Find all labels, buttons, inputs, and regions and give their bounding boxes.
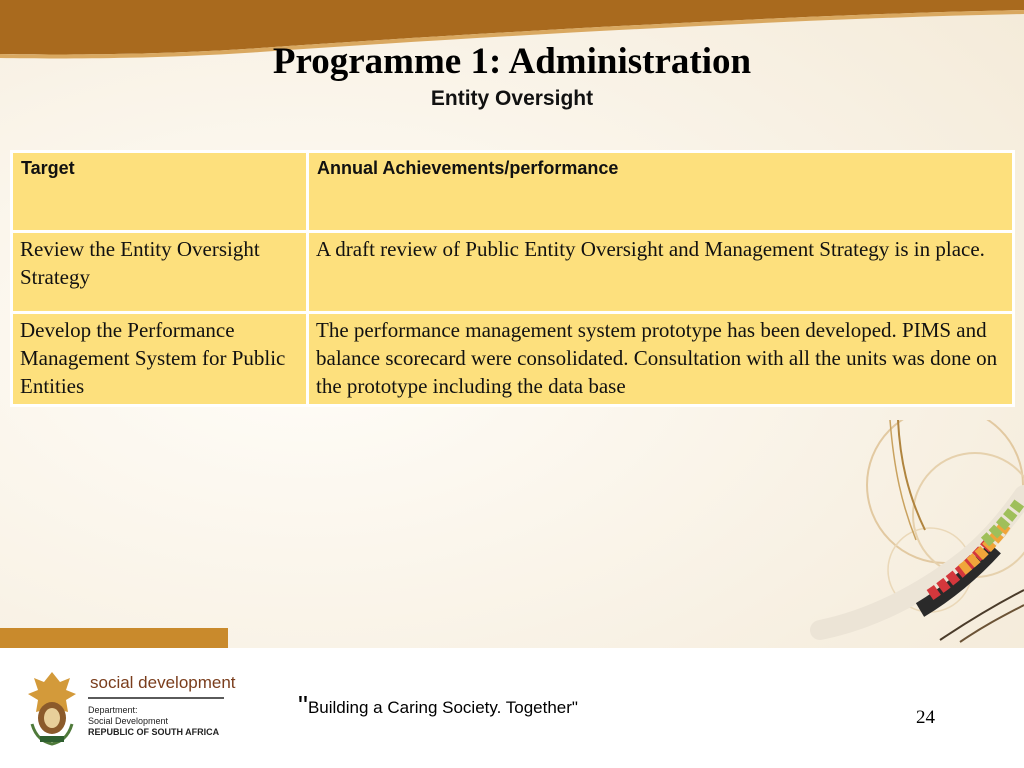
department-label: Department: xyxy=(88,705,138,715)
page-number: 24 xyxy=(916,707,935,728)
coat-of-arms-icon xyxy=(22,668,82,746)
achievement-cell: A draft review of Public Entity Oversight and Management Strategy is in place. xyxy=(308,232,1014,313)
table-header-row xyxy=(12,152,1014,232)
footer-accent-band xyxy=(0,628,228,648)
table-row xyxy=(12,232,1014,313)
header-achievements: Annual Achievements/performance xyxy=(308,152,1014,232)
target-cell: Review the Entity Oversight Strategy xyxy=(12,232,308,313)
slogan xyxy=(298,690,578,722)
header-target: Target xyxy=(12,152,308,232)
department-name: Social Development xyxy=(88,716,169,726)
slogan-opening-quote: " xyxy=(298,690,308,721)
brand-name: social development xyxy=(90,673,236,692)
achievements-table xyxy=(10,150,1015,407)
achievements-table-container xyxy=(10,150,1012,407)
table-row xyxy=(12,313,1014,406)
beaded-necklace-decoration xyxy=(790,420,1024,650)
brand-divider xyxy=(88,697,224,699)
slogan-text: Building a Caring Society. Together" xyxy=(307,698,578,717)
slide-title: Programme 1: Administration xyxy=(272,41,752,82)
slide-subtitle: Entity Oversight xyxy=(430,87,594,110)
country-name: REPUBLIC OF SOUTH AFRICA xyxy=(88,727,220,737)
target-cell: Develop the Performance Management System for Public Entities xyxy=(12,313,308,406)
achievement-cell: The performance management system prototype has been developed. PIMS and balance scorecard were consolidated. Consultation with all the units was done on the prototype including the data base xyxy=(308,313,1014,406)
